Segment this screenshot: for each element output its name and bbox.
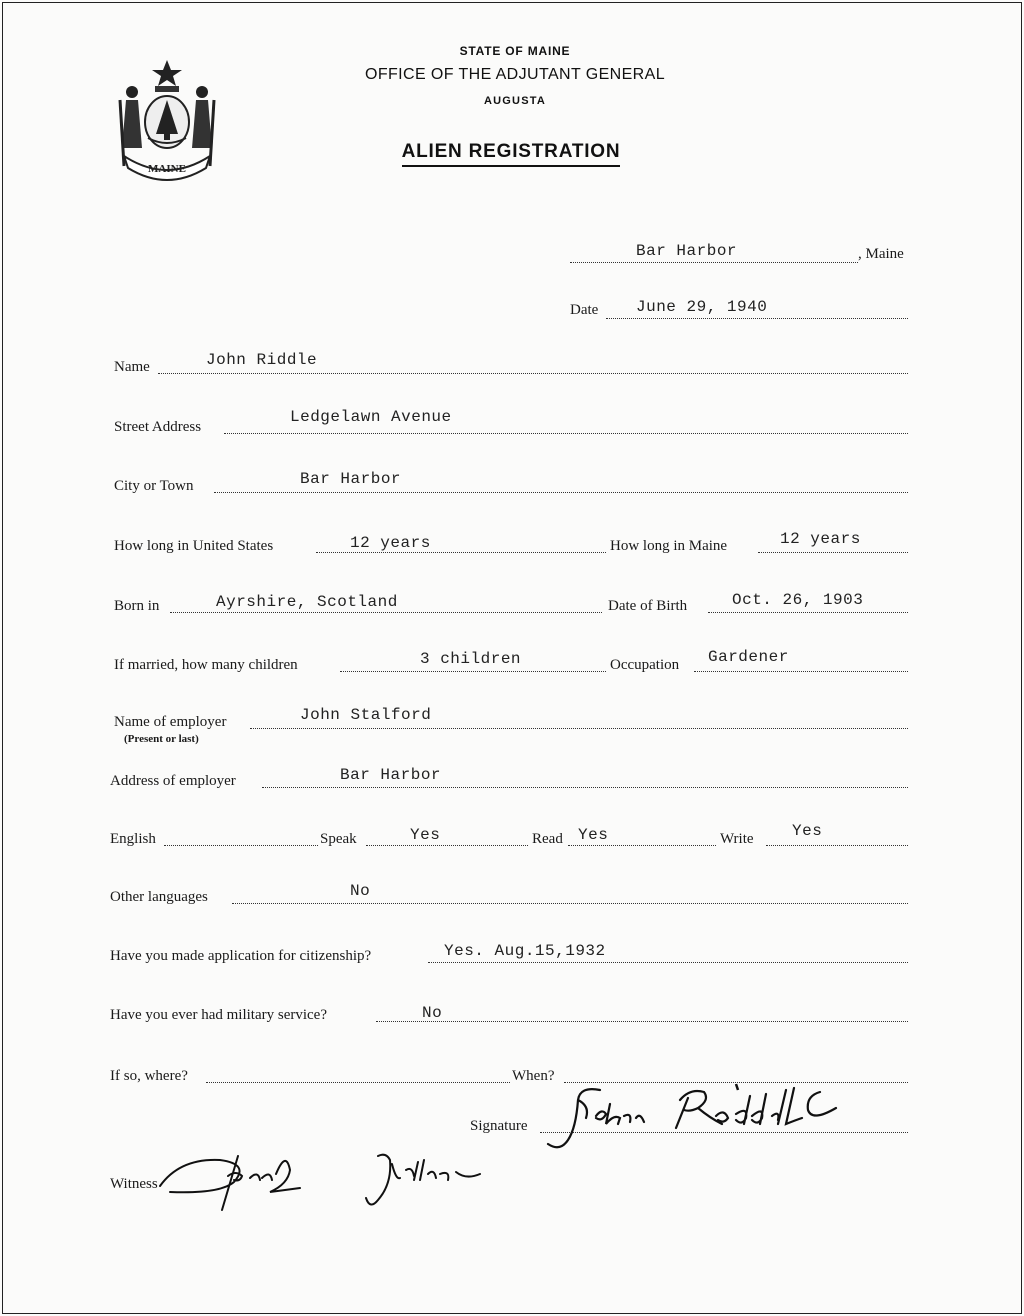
- name-value: John Riddle: [206, 351, 318, 369]
- witness-signature-handwriting: [110, 1140, 510, 1220]
- witness-label: Witness: [110, 1176, 158, 1192]
- city-label: City or Town: [114, 478, 194, 494]
- street-value: Ledgelawn Avenue: [290, 408, 452, 426]
- header-state: STATE OF MAINE: [459, 44, 571, 58]
- occupation-label: Occupation: [610, 657, 680, 673]
- dob-line: [708, 612, 908, 613]
- header-office: OFFICE OF THE ADJUTANT GENERAL: [364, 66, 666, 83]
- employer-address-value: Bar Harbor: [340, 766, 442, 784]
- us-time-value: 12 years: [350, 534, 431, 552]
- occupation-value: Gardener: [708, 648, 789, 666]
- children-value: 3 children: [420, 650, 522, 668]
- write-label: Write: [720, 831, 754, 847]
- dob-value: Oct. 26, 1903: [732, 591, 864, 609]
- form-title: ALIEN REGISTRATION: [402, 141, 621, 167]
- svg-text:MAINE: MAINE: [148, 163, 186, 175]
- where-label: If so, where?: [110, 1068, 188, 1084]
- citizenship-line: [428, 962, 908, 963]
- born-in-value: Ayrshire, Scotland: [216, 593, 398, 611]
- employer-label: Name of employer: [114, 714, 227, 730]
- citizenship-label: Have you made application for citizenship?: [110, 948, 372, 964]
- maine-time-value: 12 years: [780, 530, 861, 548]
- us-time-label: How long in United States: [114, 538, 274, 554]
- dob-label: Date of Birth: [608, 598, 688, 614]
- children-line: [340, 671, 606, 672]
- employer-sublabel: (Present or last): [124, 733, 199, 745]
- maine-time-label: How long in Maine: [610, 538, 728, 554]
- header-city: AUGUSTA: [484, 95, 546, 107]
- english-line: [164, 845, 318, 846]
- when-label: When?: [512, 1068, 555, 1084]
- write-value: Yes: [792, 822, 823, 840]
- military-line: [376, 1021, 908, 1022]
- employer-address-label: Address of employer: [110, 773, 236, 789]
- employer-line: [250, 728, 908, 729]
- title-wrap: [371, 141, 651, 167]
- maine-time-line: [758, 552, 908, 553]
- name-line: [158, 373, 908, 374]
- children-label: If married, how many children: [114, 657, 298, 673]
- employer-address-line: [262, 787, 908, 788]
- name-label: Name: [114, 359, 150, 375]
- signature-handwriting: [540, 1078, 880, 1158]
- street-label: Street Address: [114, 419, 202, 435]
- other-languages-label: Other languages: [110, 889, 208, 905]
- date-label: Date: [570, 302, 599, 318]
- born-in-line: [170, 612, 602, 613]
- occupation-line: [694, 671, 908, 672]
- speak-label: Speak: [320, 831, 357, 847]
- speak-value: Yes: [410, 826, 441, 844]
- read-value: Yes: [578, 826, 609, 844]
- date-value: June 29, 1940: [636, 298, 768, 316]
- place-suffix: , Maine: [858, 246, 904, 262]
- place-line: [570, 262, 858, 263]
- military-label: Have you ever had military service?: [110, 1007, 327, 1023]
- other-languages-line: [232, 903, 908, 904]
- signature-label: Signature: [470, 1118, 528, 1134]
- write-line: [766, 845, 908, 846]
- date-line: [606, 318, 908, 319]
- speak-line: [366, 845, 528, 846]
- place-value: Bar Harbor: [636, 242, 738, 260]
- english-label: English: [110, 831, 156, 847]
- other-languages-value: No: [350, 882, 371, 900]
- state-seal-icon: [114, 56, 220, 182]
- street-line: [224, 433, 908, 434]
- military-value: No: [422, 1004, 443, 1022]
- employer-value: John Stalford: [300, 706, 432, 724]
- where-line: [206, 1082, 510, 1083]
- us-time-line: [316, 552, 606, 553]
- citizenship-value: Yes. Aug.15,1932: [444, 942, 606, 960]
- read-label: Read: [532, 831, 563, 847]
- city-line: [214, 492, 908, 493]
- born-in-label: Born in: [114, 598, 160, 614]
- city-value: Bar Harbor: [300, 470, 402, 488]
- read-line: [568, 845, 716, 846]
